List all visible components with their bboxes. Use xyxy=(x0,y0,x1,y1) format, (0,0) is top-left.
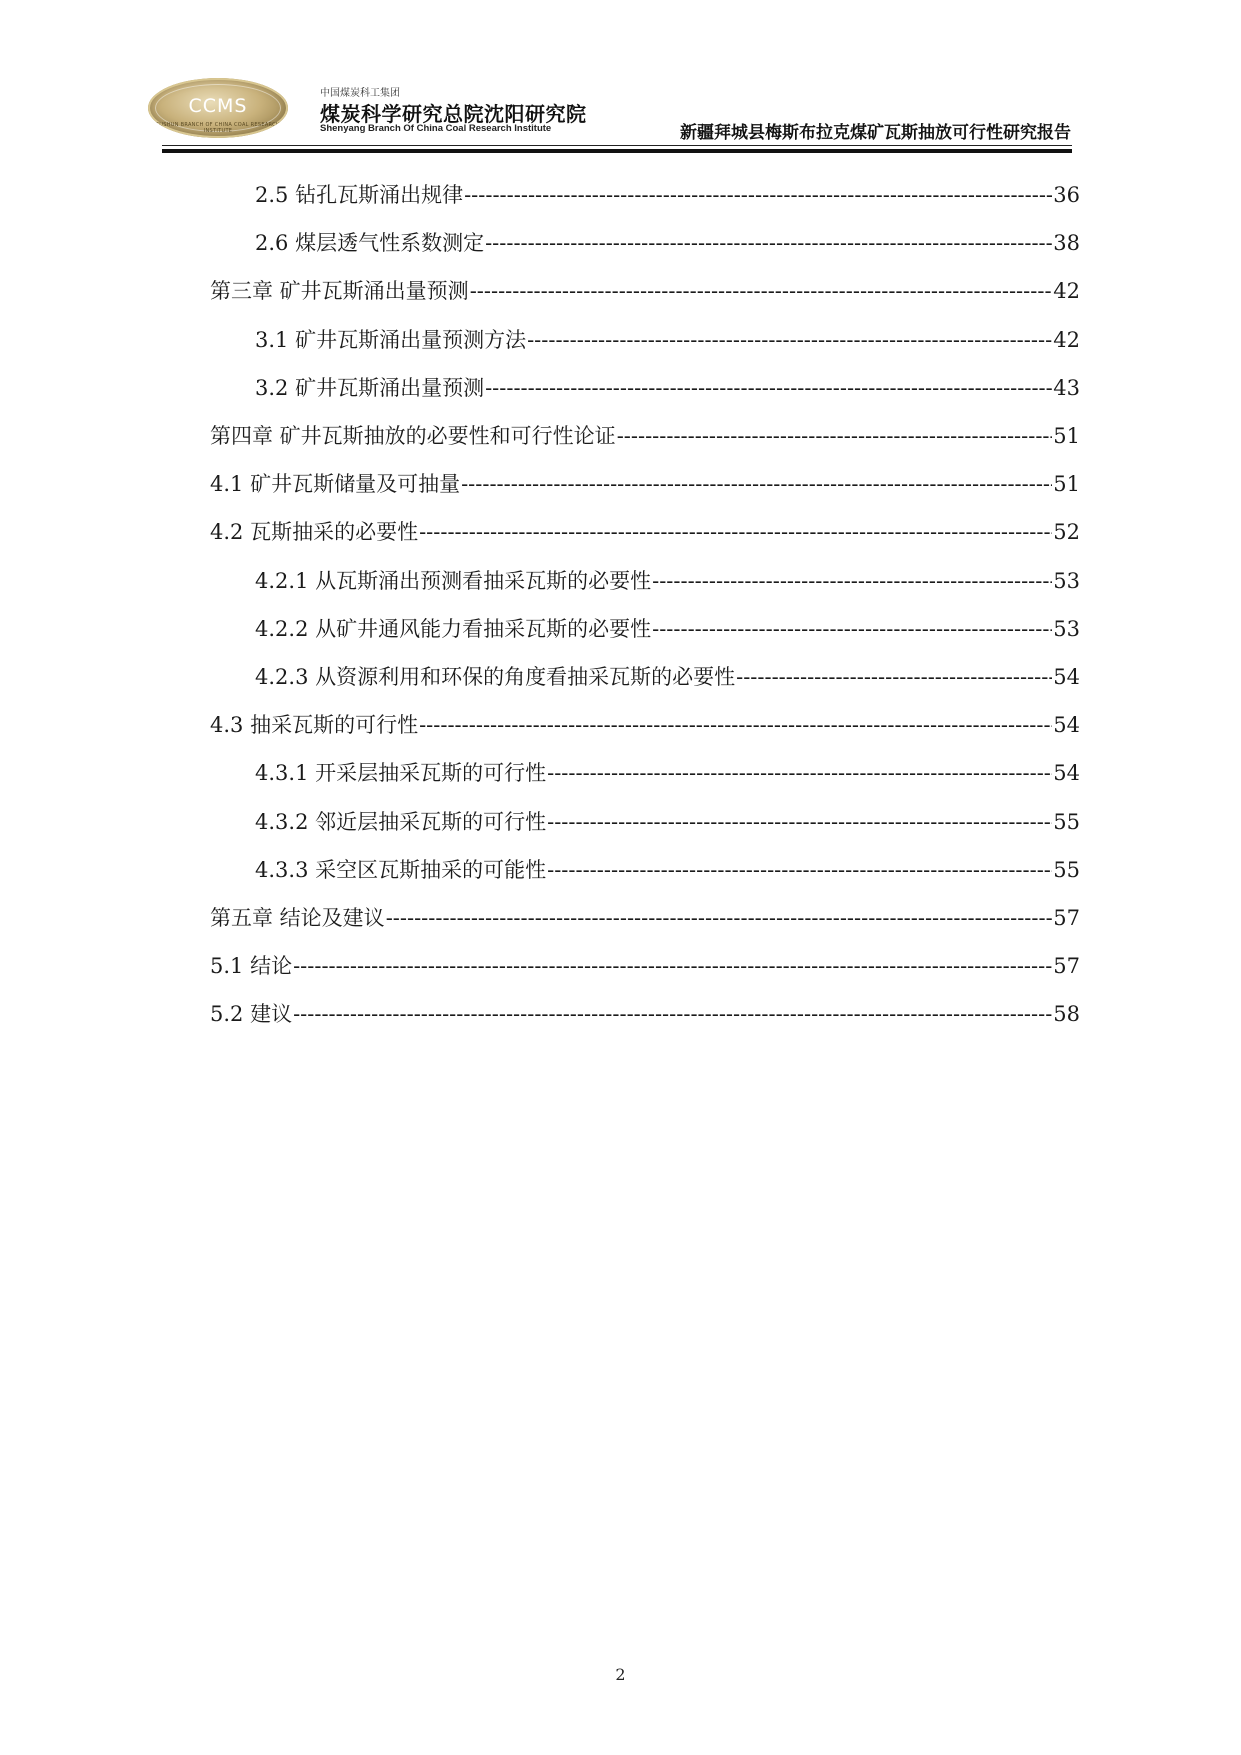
toc-dot-leader xyxy=(617,419,1053,453)
toc-dot-leader xyxy=(485,371,1052,405)
toc-entry-label: 4.3 抽采瓦斯的可行性 xyxy=(210,713,419,737)
toc-dot-leader xyxy=(293,949,1052,983)
toc-entry[interactable] xyxy=(210,901,1080,935)
toc-entry[interactable] xyxy=(210,467,1080,501)
toc-entry-label: 5.2 建议 xyxy=(210,1002,293,1026)
page-number: 2 xyxy=(615,1665,626,1684)
toc-entry-label: 4.3.3 采空区瓦斯抽采的可能性 xyxy=(255,858,547,882)
toc-entry-label: 第三章 矿井瓦斯涌出量预测 xyxy=(210,279,469,303)
toc-entry-page: 57 xyxy=(1053,954,1080,978)
toc-entry-page: 43 xyxy=(1053,376,1080,400)
toc-entry-page: 55 xyxy=(1053,810,1080,834)
toc-entry-page: 53 xyxy=(1053,569,1080,593)
toc-dot-leader xyxy=(547,756,1052,790)
toc-entry[interactable] xyxy=(255,756,1080,790)
page-header xyxy=(0,0,1241,165)
toc-entry-page: 42 xyxy=(1053,328,1080,352)
toc-entry[interactable] xyxy=(255,612,1080,646)
toc-entry[interactable] xyxy=(210,274,1080,308)
toc-entry[interactable] xyxy=(255,226,1080,260)
toc-entry-label: 4.2.2 从矿井通风能力看抽采瓦斯的必要性 xyxy=(255,617,652,641)
toc-entry-label: 4.3.1 开采层抽采瓦斯的可行性 xyxy=(255,761,547,785)
toc-entry[interactable] xyxy=(255,178,1080,212)
toc-dot-leader xyxy=(652,564,1052,598)
toc-entry-label: 4.1 矿井瓦斯储量及可抽量 xyxy=(210,472,461,496)
toc-dot-leader xyxy=(464,178,1052,212)
toc-entry[interactable] xyxy=(255,371,1080,405)
toc-entry-label: 2.6 煤层透气性系数测定 xyxy=(255,231,485,255)
toc-entry-page: 54 xyxy=(1053,713,1080,737)
toc-dot-leader xyxy=(527,323,1052,357)
toc-entry[interactable] xyxy=(255,853,1080,887)
toc-entry-page: 55 xyxy=(1053,858,1080,882)
logo-text: CCMS xyxy=(188,95,248,117)
ccms-logo xyxy=(148,78,288,138)
toc-dot-leader xyxy=(470,274,1053,308)
toc-entry-page: 36 xyxy=(1053,183,1080,207)
toc-entry[interactable] xyxy=(255,323,1080,357)
toc-entry-label: 2.5 钻孔瓦斯涌出规律 xyxy=(255,183,464,207)
toc-entry-page: 51 xyxy=(1053,424,1080,448)
toc-entry-page: 54 xyxy=(1053,665,1080,689)
toc-dot-leader xyxy=(461,467,1052,501)
toc-entry-label: 4.2.3 从资源利用和环保的角度看抽采瓦斯的必要性 xyxy=(255,665,736,689)
toc-entry-label: 3.1 矿井瓦斯涌出量预测方法 xyxy=(255,328,527,352)
toc-entry-label: 第四章 矿井瓦斯抽放的必要性和可行性论证 xyxy=(210,424,616,448)
header-rule-thin xyxy=(162,145,1072,146)
toc-entry[interactable] xyxy=(255,805,1080,839)
toc-dot-leader xyxy=(485,226,1052,260)
toc-dot-leader xyxy=(386,901,1053,935)
toc-entry[interactable] xyxy=(210,515,1080,549)
toc-entry-label: 5.1 结论 xyxy=(210,954,293,978)
toc-entry[interactable] xyxy=(210,997,1080,1031)
header-rule-thick xyxy=(162,149,1072,153)
toc-dot-leader xyxy=(652,612,1052,646)
toc-entry-page: 38 xyxy=(1053,231,1080,255)
toc-entry-page: 52 xyxy=(1053,520,1080,544)
org-group-name: 中国煤炭科工集团 xyxy=(320,88,400,99)
toc-entry-page: 58 xyxy=(1053,1002,1080,1026)
toc-entry-label: 4.2.1 从瓦斯涌出预测看抽采瓦斯的必要性 xyxy=(255,569,652,593)
toc-dot-leader xyxy=(736,660,1052,694)
toc-entry[interactable] xyxy=(210,949,1080,983)
toc-entry[interactable] xyxy=(210,708,1080,742)
toc-entry[interactable] xyxy=(210,419,1080,453)
toc-entry-label: 3.2 矿井瓦斯涌出量预测 xyxy=(255,376,485,400)
toc-entry-page: 54 xyxy=(1053,761,1080,785)
toc-entry-page: 51 xyxy=(1053,472,1080,496)
org-name: 煤炭科学研究总院沈阳研究院 xyxy=(320,102,587,126)
org-name-english: Shenyang Branch Of China Coal Research Institute xyxy=(320,123,552,134)
toc-entry-label: 第五章 结论及建议 xyxy=(210,906,385,930)
toc-entry[interactable] xyxy=(255,564,1080,598)
toc-dot-leader xyxy=(547,805,1052,839)
toc-entry-label: 4.3.2 邻近层抽采瓦斯的可行性 xyxy=(255,810,547,834)
toc-dot-leader xyxy=(547,853,1052,887)
toc-entry-page: 42 xyxy=(1053,279,1080,303)
toc-entry-label: 4.2 瓦斯抽采的必要性 xyxy=(210,520,419,544)
report-title: 新疆拜城县梅斯布拉克煤矿瓦斯抽放可行性研究报告 xyxy=(680,123,1071,143)
toc-dot-leader xyxy=(293,997,1052,1031)
toc-dot-leader xyxy=(419,515,1052,549)
toc-dot-leader xyxy=(419,708,1052,742)
toc-entry[interactable] xyxy=(255,660,1080,694)
toc-entry-page: 53 xyxy=(1053,617,1080,641)
toc-entry-page: 57 xyxy=(1053,906,1080,930)
logo-arc-text: FUSHUN BRANCH OF CHINA COAL RESEARCH INSTITUTE xyxy=(156,122,280,134)
